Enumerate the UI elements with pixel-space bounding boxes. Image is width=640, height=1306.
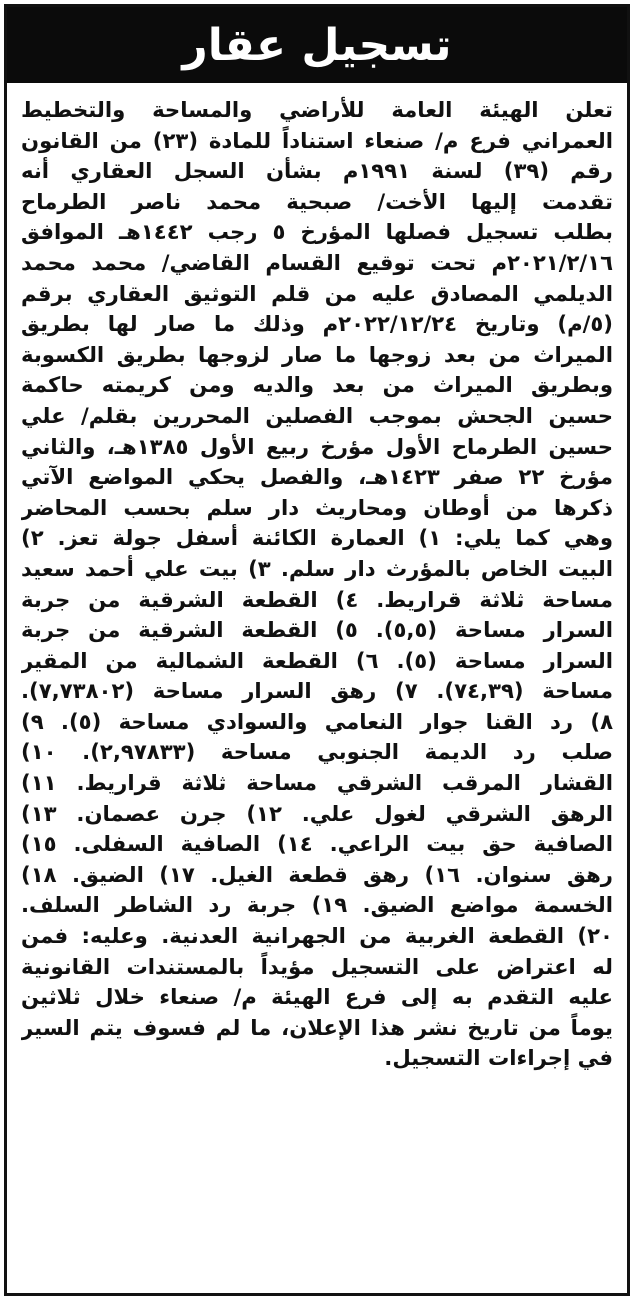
notice-title: تسجيل عقار bbox=[182, 19, 452, 71]
notice-line: القشار المرقب الشرقي مساحة ثلاثة قراريط. ١١) bbox=[21, 770, 613, 796]
notice-line: رهق سنوان. ١٦) رهق قطعة الغيل. ١٧) الضيق. ١٨) bbox=[21, 861, 613, 887]
notice-line: بطلب تسجيل فصلها المؤرخ ٥ رجب ١٤٤٢هـ الموافق bbox=[21, 219, 613, 245]
notice-line: (٥/م) وتاريخ ٢٠٢٢/١٢/٢٤م وذلك ما صار لها بطريق bbox=[21, 311, 613, 337]
notice-line: مؤرخ ٢٢ صفر ١٤٢٣هـ، والفصل يحكي المواضع الآتي bbox=[21, 464, 613, 490]
notice-line: ذكرها من أوطان ومحاريث دار سلم بحسب المحاضر bbox=[21, 494, 613, 520]
notice-line: وهي كما يلي: ١) العمارة الكائنة أسفل جولة تعز. ٢) bbox=[21, 525, 613, 551]
notice-line: رقم (٣٩) لسنة ١٩٩١م بشأن السجل العقاري أنه bbox=[21, 158, 613, 184]
notice-line: حسين الجحش بموجب الفصلين المحررين بقلم/ علي bbox=[21, 402, 613, 428]
notice-line: الديلمي المصادق عليه من قلم التوثيق العقاري برقم bbox=[21, 280, 613, 306]
notice-line: له اعتراض على التسجيل مؤيداً بالمستندات القانونية bbox=[21, 953, 613, 979]
notice-header bbox=[7, 7, 627, 83]
notice-line: الرهق الشرقي لغول علي. ١٢) جرن عصمان. ١٣) bbox=[21, 800, 613, 826]
notice-line: السرار مساحة (٥). ٦) القطعة الشمالية من المقير bbox=[21, 647, 613, 673]
notice-line: الميراث من بعد زوجها ما صار لزوجها بطريق الكسوبة bbox=[21, 341, 613, 367]
notice-body bbox=[21, 95, 613, 1074]
notice-line: وبطريق الميراث من بعد والديه ومن كريمته حاكمة bbox=[21, 372, 613, 398]
notice-line: ٢٠) القطعة الغربية من الجهرانية العدنية. وعليه: فمن bbox=[21, 923, 613, 949]
notice-line: في إجراءات التسجيل. bbox=[384, 1045, 613, 1071]
notice-line: العمراني فرع م/ صنعاء استناداً للمادة (٢٣) من القانون bbox=[21, 127, 613, 153]
notice-line: عليه التقدم به إلى فرع الهيئة م/ صنعاء خلال ثلاثين bbox=[21, 984, 613, 1010]
notice-line: صلب رد الديمة الجنوبي مساحة (٢,٩٧٨٣٣). ١٠) bbox=[21, 739, 613, 765]
notice-line: الصافية حق بيت الراعي. ١٤) الصافية السفلى. ١٥) bbox=[21, 831, 613, 857]
notice-line: حسين الطرماح الأول مؤرخ ربيع الأول ١٣٨٥هـ، والثاني bbox=[21, 433, 613, 459]
notice-line: الخسمة مواضع الضيق. ١٩) جربة رد الشاطر السلف. bbox=[21, 892, 613, 918]
notice-line: مساحة (٧٤,٣٩). ٧) رهق السرار مساحة (٧,٧٣٨٠٢). bbox=[21, 678, 613, 704]
notice-line: تقدمت إليها الأخت/ صبحية محمد ناصر الطرماح bbox=[21, 188, 613, 214]
notice-line: يوماً من تاريخ نشر هذا الإعلان، ما لم فسوف يتم السير bbox=[21, 1014, 613, 1040]
notice-frame bbox=[4, 4, 630, 1296]
notice-line: مساحة ثلاثة قراريط. ٤) القطعة الشرقية من جربة bbox=[21, 586, 613, 612]
notice-line: البيت الخاص بالمؤرث دار سلم. ٣) بيت علي أحمد سعيد bbox=[21, 555, 613, 581]
notice-line: ٢٠٢١/٢/١٦م تحت توقيع القسام القاضي/ محمد محمد bbox=[21, 249, 613, 275]
notice-line: تعلن الهيئة العامة للأراضي والمساحة والتخطيط bbox=[21, 97, 613, 122]
notice-line: السرار مساحة (٥,٥). ٥) القطعة الشرقية من جربة bbox=[21, 617, 613, 643]
notice-line: ٨) رد القنا جوار النعامي والسوادي مساحة (٥). ٩) bbox=[21, 708, 613, 734]
